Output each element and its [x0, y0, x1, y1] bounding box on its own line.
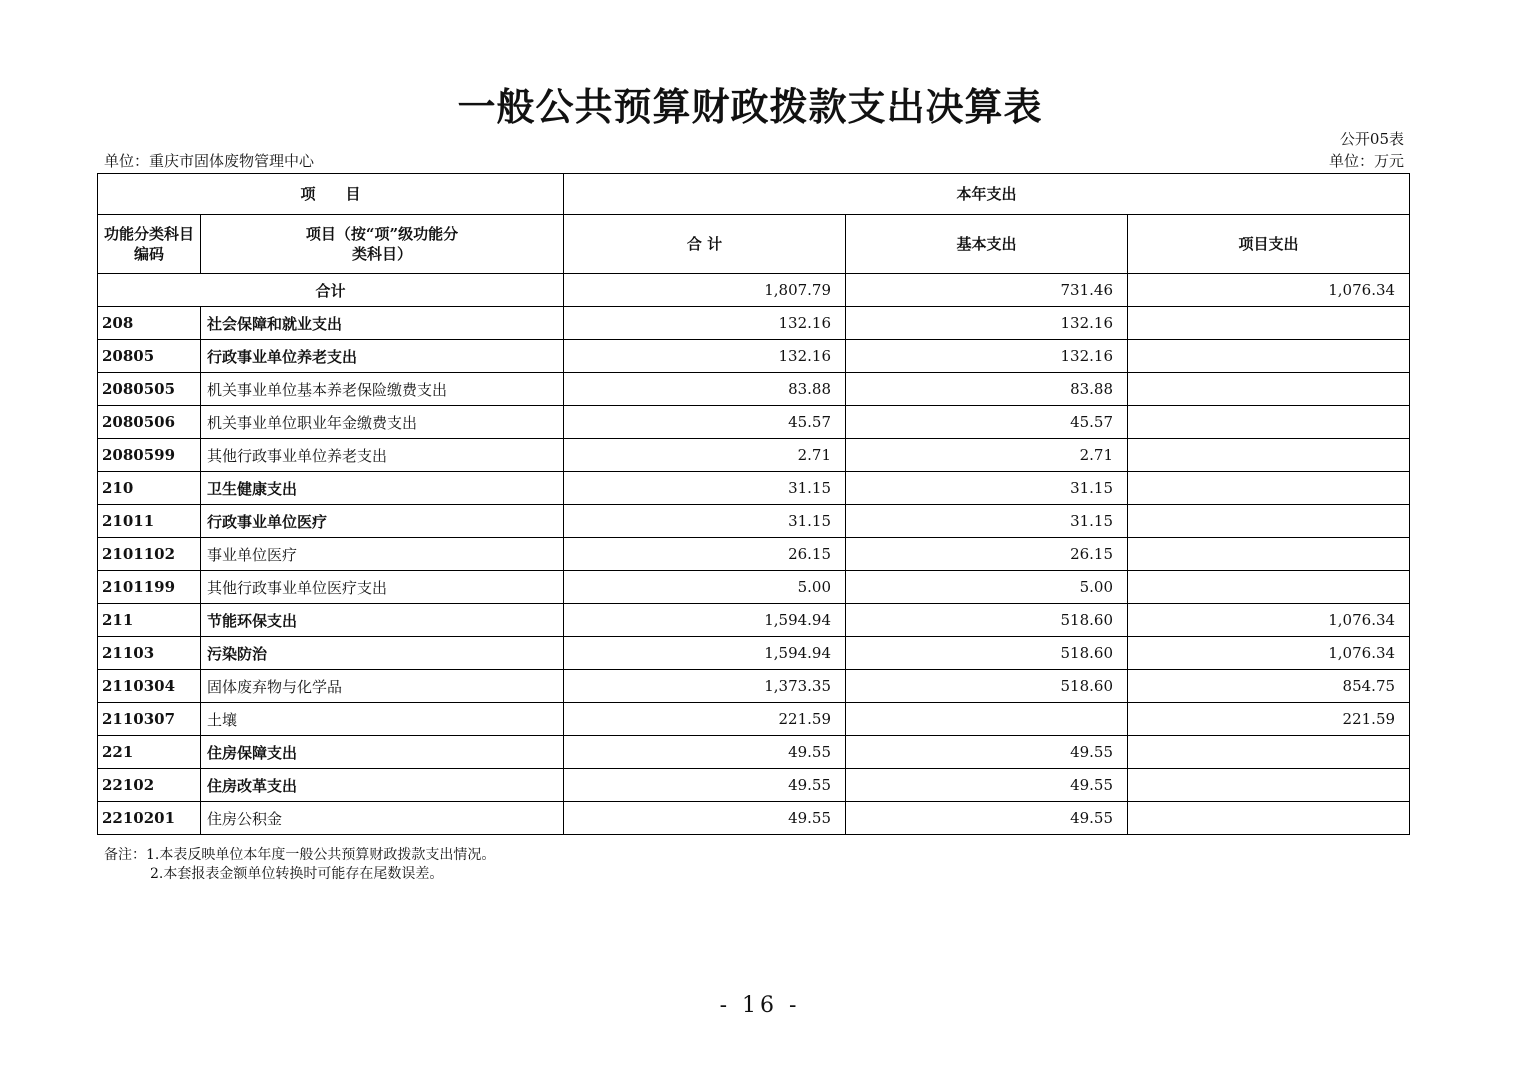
row-total: 2.71	[564, 439, 846, 472]
total-project: 1,076.34	[1128, 274, 1410, 307]
table-row	[98, 769, 1410, 802]
row-total: 1,594.94	[564, 604, 846, 637]
row-code: 221	[98, 736, 201, 769]
row-total: 83.88	[564, 373, 846, 406]
row-basic: 518.60	[846, 670, 1128, 703]
row-basic: 132.16	[846, 307, 1128, 340]
row-total: 49.55	[564, 802, 846, 835]
notes	[104, 846, 495, 884]
header-row-2	[98, 215, 1410, 274]
expenditure-table	[97, 173, 1410, 835]
row-basic: 49.55	[846, 769, 1128, 802]
table-row	[98, 703, 1410, 736]
row-code: 2101199	[98, 571, 201, 604]
row-name: 事业单位医疗	[201, 538, 564, 571]
document-title: 一般公共预算财政拨款支出决算表	[457, 84, 1043, 129]
row-basic	[846, 703, 1128, 736]
table-row	[98, 571, 1410, 604]
row-project: 1,076.34	[1128, 604, 1410, 637]
table-row	[98, 604, 1410, 637]
row-total: 132.16	[564, 340, 846, 373]
table-row	[98, 406, 1410, 439]
row-total: 1,594.94	[564, 637, 846, 670]
row-project	[1128, 769, 1410, 802]
col-code-header: 功能分类科目编码	[98, 215, 201, 274]
row-code: 2110304	[98, 670, 201, 703]
row-code: 2080599	[98, 439, 201, 472]
row-project	[1128, 736, 1410, 769]
form-number: 公开05表	[1339, 130, 1404, 148]
currency-unit: 单位：万元	[1328, 152, 1404, 170]
row-basic: 31.15	[846, 472, 1128, 505]
table-row	[98, 439, 1410, 472]
table-row	[98, 472, 1410, 505]
row-project	[1128, 439, 1410, 472]
row-code: 20805	[98, 340, 201, 373]
row-name: 住房公积金	[201, 802, 564, 835]
row-project: 854.75	[1128, 670, 1410, 703]
total-basic: 731.46	[846, 274, 1128, 307]
row-code: 21103	[98, 637, 201, 670]
row-total: 49.55	[564, 736, 846, 769]
row-basic: 83.88	[846, 373, 1128, 406]
row-code: 211	[98, 604, 201, 637]
row-basic: 518.60	[846, 637, 1128, 670]
row-name: 卫生健康支出	[201, 472, 564, 505]
row-name: 其他行政事业单位养老支出	[201, 439, 564, 472]
row-basic: 132.16	[846, 340, 1128, 373]
row-project: 221.59	[1128, 703, 1410, 736]
total-label: 合计	[98, 274, 564, 307]
row-name: 住房改革支出	[201, 769, 564, 802]
table-row	[98, 802, 1410, 835]
unit-name: 单位：重庆市固体废物管理中心	[104, 152, 315, 170]
row-code: 2080505	[98, 373, 201, 406]
total-total: 1,807.79	[564, 274, 846, 307]
row-name: 住房保障支出	[201, 736, 564, 769]
table-row	[98, 307, 1410, 340]
row-code: 210	[98, 472, 201, 505]
row-project	[1128, 571, 1410, 604]
row-name: 其他行政事业单位医疗支出	[201, 571, 564, 604]
row-total: 132.16	[564, 307, 846, 340]
row-name: 机关事业单位职业年金缴费支出	[201, 406, 564, 439]
col-basic-header: 基本支出	[846, 215, 1128, 274]
col-name-header: 项目（按“项”级功能分类科目）	[201, 215, 564, 274]
row-code: 21011	[98, 505, 201, 538]
row-name: 社会保障和就业支出	[201, 307, 564, 340]
row-total: 26.15	[564, 538, 846, 571]
row-basic: 2.71	[846, 439, 1128, 472]
row-project	[1128, 802, 1410, 835]
row-code: 2210201	[98, 802, 201, 835]
header-item: 项 目	[98, 174, 564, 215]
col-project-header: 项目支出	[1128, 215, 1410, 274]
row-total: 1,373.35	[564, 670, 846, 703]
row-project	[1128, 406, 1410, 439]
row-basic: 26.15	[846, 538, 1128, 571]
row-name: 行政事业单位医疗	[201, 505, 564, 538]
row-name: 固体废弃物与化学品	[201, 670, 564, 703]
header-current-year: 本年支出	[564, 174, 1410, 215]
row-total: 221.59	[564, 703, 846, 736]
note-line-1: 备注：1.本表反映单位本年度一般公共预算财政拨款支出情况。	[104, 847, 496, 863]
row-name: 土壤	[201, 703, 564, 736]
row-code: 2101102	[98, 538, 201, 571]
row-project	[1128, 307, 1410, 340]
row-total: 31.15	[564, 505, 846, 538]
row-basic: 518.60	[846, 604, 1128, 637]
row-basic: 45.57	[846, 406, 1128, 439]
row-name: 污染防治	[201, 637, 564, 670]
table-row	[98, 736, 1410, 769]
header-row-1	[98, 174, 1410, 215]
row-project	[1128, 505, 1410, 538]
row-basic: 5.00	[846, 571, 1128, 604]
table-row	[98, 637, 1410, 670]
row-project	[1128, 340, 1410, 373]
col-total-header: 合 计	[564, 215, 846, 274]
table-row	[98, 505, 1410, 538]
page-number: - 16 -	[719, 993, 801, 1018]
row-total: 5.00	[564, 571, 846, 604]
row-basic: 49.55	[846, 802, 1128, 835]
row-code: 2110307	[98, 703, 201, 736]
row-total: 49.55	[564, 769, 846, 802]
row-project	[1128, 373, 1410, 406]
row-name: 节能环保支出	[201, 604, 564, 637]
row-project	[1128, 472, 1410, 505]
note-line-2: 2.本套报表金额单位转换时可能存在尾数误差。	[150, 866, 444, 882]
table-row	[98, 373, 1410, 406]
row-name: 机关事业单位基本养老保险缴费支出	[201, 373, 564, 406]
row-code: 22102	[98, 769, 201, 802]
row-code: 208	[98, 307, 201, 340]
total-row	[98, 274, 1410, 307]
row-project: 1,076.34	[1128, 637, 1410, 670]
table-row	[98, 670, 1410, 703]
row-project	[1128, 538, 1410, 571]
row-total: 31.15	[564, 472, 846, 505]
row-basic: 49.55	[846, 736, 1128, 769]
row-total: 45.57	[564, 406, 846, 439]
row-name: 行政事业单位养老支出	[201, 340, 564, 373]
row-basic: 31.15	[846, 505, 1128, 538]
table-row	[98, 340, 1410, 373]
row-code: 2080506	[98, 406, 201, 439]
table-row	[98, 538, 1410, 571]
